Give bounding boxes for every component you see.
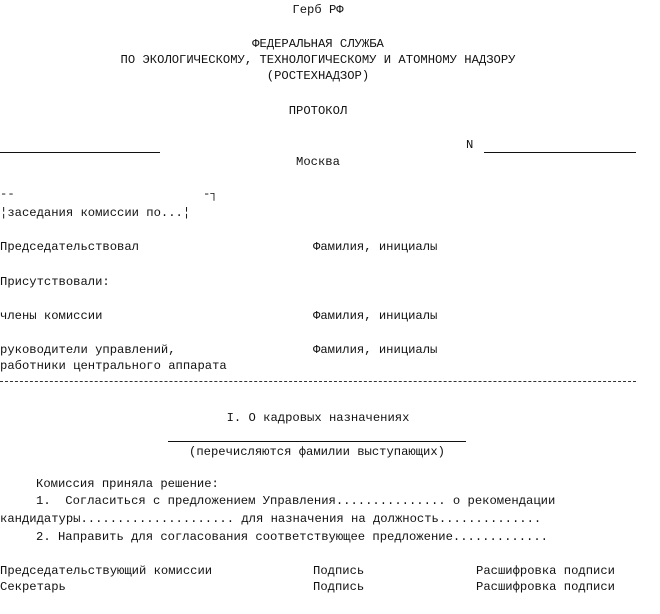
secretary-signature-decode: Расшифровка подписи [476,580,615,594]
chair-signature-label: Председательствующий комиссии [0,564,213,578]
decision-item1-line1: 1. Согласиться с предложением Управления............... о рекомендации [36,494,556,508]
agency-name-line3: (РОСТЕХНАДЗОР) [266,69,370,83]
section-title: I. О кадровых назначениях [226,411,410,425]
date-field-line [0,152,160,153]
heads-label-line2: работники центрального аппарата [0,359,227,373]
speakers-note: (перечисляются фамилии выступающих) [189,445,445,459]
city: Москва [296,155,340,169]
decision-item1-line2: кандидатуры..................... для назначения на должность.............. [0,512,542,526]
heads-label-line1: руководители управлений, [0,343,176,357]
number-sign: N [466,138,474,152]
document-type: ПРОТОКОЛ [288,104,348,118]
heads-value: Фамилия, инициалы [313,343,438,357]
members-value: Фамилия, инициалы [313,309,438,323]
meeting-title: ¦заседания комиссии по...¦ [0,206,191,220]
decision-item2: 2. Направить для согласования соответствующее предложение............. [36,530,548,544]
decision-intro: Комиссия приняла решение: [36,477,219,491]
bracket-top-right: -┐ [203,187,218,201]
emblem-placeholder: Герб РФ [292,3,344,17]
secretary-signature: Подпись [313,580,365,594]
speakers-line [168,441,466,442]
chaired-value: Фамилия, инициалы [313,240,438,254]
chaired-label: Председательствовал [0,240,139,254]
bracket-top-left: -- [0,187,15,201]
section-divider [0,381,636,382]
number-field-line [484,152,636,153]
chair-signature-decode: Расшифровка подписи [476,564,615,578]
agency-name-line2: ПО ЭКОЛОГИЧЕСКОМУ, ТЕХНОЛОГИЧЕСКОМУ И АТОМНОМУ НАДЗОРУ [120,53,516,67]
present-label: Присутствовали: [0,275,110,289]
chair-signature: Подпись [313,564,365,578]
members-label: члены комиссии [0,309,103,323]
agency-name-line1: ФЕДЕРАЛЬНАЯ СЛУЖБА [252,37,384,51]
secretary-signature-label: Секретарь [0,580,66,594]
